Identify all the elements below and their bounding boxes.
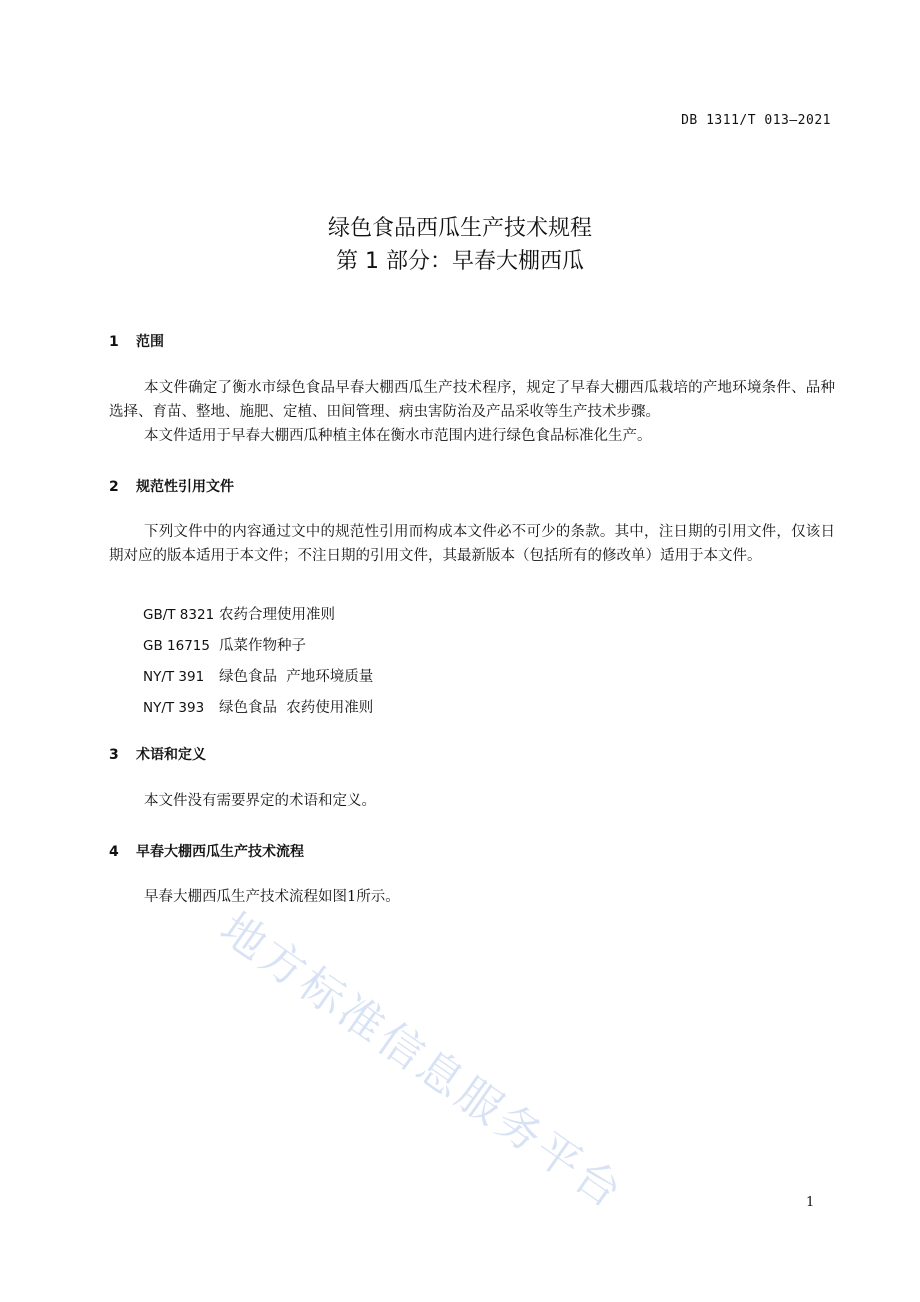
section-number: 3 [109,747,119,763]
reference-code: NY/T 393 [143,700,205,716]
section-3-paragraph-1: 本文件没有需要界定的术语和定义。 [144,793,376,809]
section-number: 2 [109,479,119,495]
section-title: 早春大棚西瓜生产技术流程 [136,844,304,860]
section-number: 4 [109,844,119,860]
section-heading-2 [109,476,234,496]
reference-title: 瓜菜作物种子 [219,638,306,654]
page-number: 1 [806,1195,815,1210]
document-code: DB 1311/T 013—2021 [681,113,831,128]
section-heading-3 [109,744,206,764]
reference-title: 绿色食品 产地环境质量 [219,669,374,685]
section-heading-4 [109,841,304,861]
document-title [0,212,920,278]
reference-code: GB 16715 [143,638,210,654]
reference-item [143,696,373,717]
section-title: 规范性引用文件 [136,479,234,495]
reference-item [143,665,373,686]
section-1-paragraph-1: 本文件确定了衡水市绿色食品早春大棚西瓜生产技术程序，规定了早春大棚西瓜栽培的产地环境条件、品种选择、育苗、整地、施肥、定植、田间管理、病虫害防治及产品采收等生产技术步骤。 [109,380,835,420]
section-4-paragraph-1: 早春大棚西瓜生产技术流程如图1所示。 [144,889,400,905]
section-title: 术语和定义 [136,747,206,763]
reference-item [143,634,306,655]
watermark: 地方标准信息服务平台 [210,902,634,1220]
section-heading-1 [109,331,164,351]
reference-title: 绿色食品 农药使用准则 [219,700,374,716]
reference-code: GB/T 8321 [143,607,215,623]
section-2-paragraph-1: 下列文件中的内容通过文中的规范性引用而构成本文件必不可少的条款。其中，注日期的引用文件，仅该日期对应的版本适用于本文件；不注日期的引用文件，其最新版本（包括所有的修改单）适用于本文件。 [109,524,835,564]
reference-code: NY/T 391 [143,669,205,685]
section-1-paragraph-2: 本文件适用于早春大棚西瓜种植主体在衡水市范围内进行绿色食品标准化生产。 [144,428,652,444]
reference-item [143,603,335,624]
title-line-1: 绿色食品西瓜生产技术规程 [327,216,592,241]
title-line-2: 第 1 部分：早春大棚西瓜 [336,249,584,274]
section-title: 范围 [136,334,164,350]
reference-title: 农药合理使用准则 [219,607,335,623]
section-number: 1 [109,334,119,350]
